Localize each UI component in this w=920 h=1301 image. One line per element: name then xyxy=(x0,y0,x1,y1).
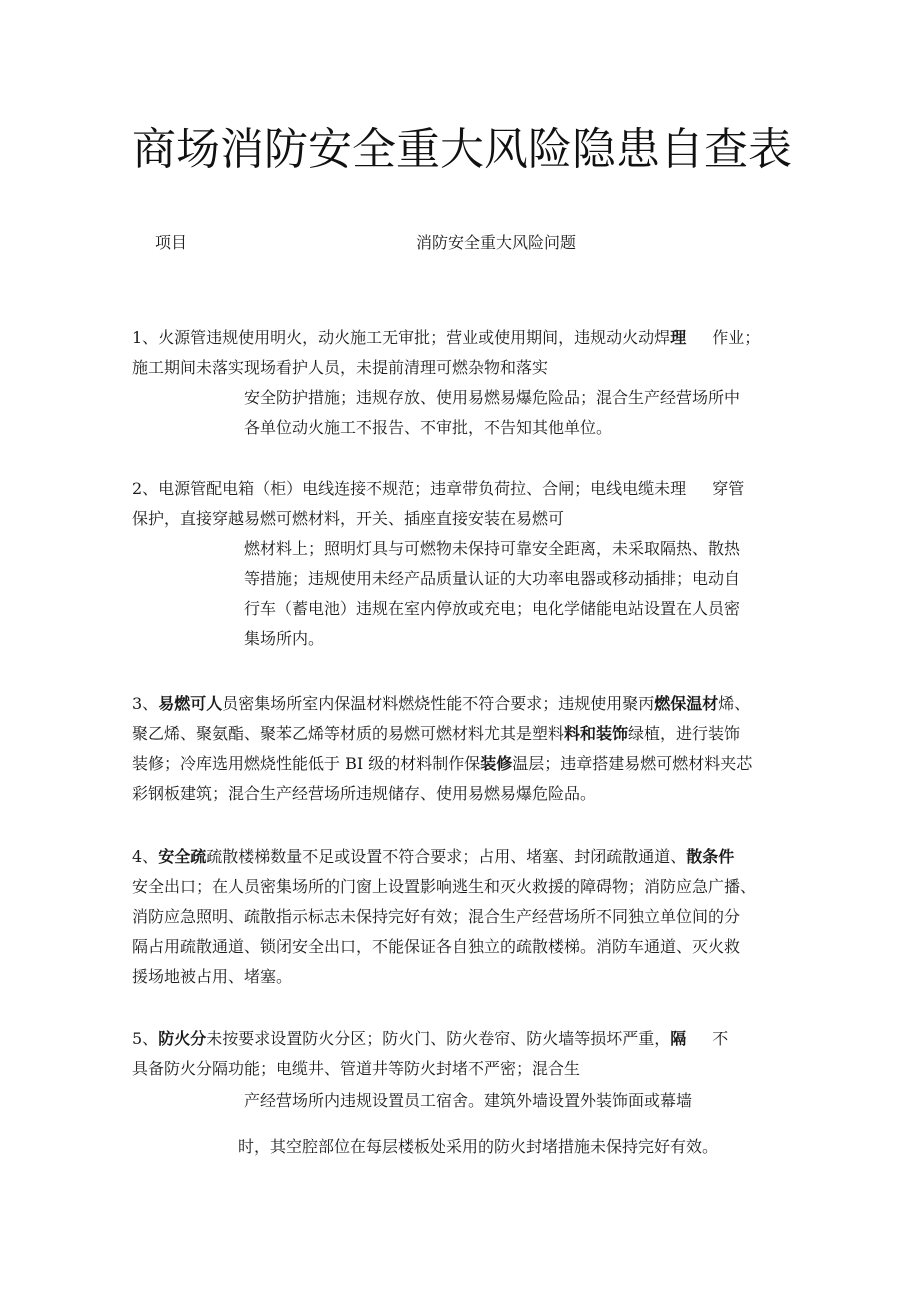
bold-run: 散条件 xyxy=(686,847,735,866)
text-run: 穿管 xyxy=(712,479,745,498)
text-line xyxy=(132,689,792,719)
text-run: 不 xyxy=(712,1029,729,1048)
text-run: 未按要求设置防火分区；防火门、防火卷帘、防火墙等损坏严重， xyxy=(206,1029,671,1048)
text-run: 烯、 xyxy=(718,694,751,713)
text-line: 保护，直接穿越易燃可燃材料，开关、插座直接安装在易燃可 xyxy=(132,509,565,528)
text-line xyxy=(132,842,792,872)
text-line xyxy=(132,323,792,353)
text-line: 施工期间未落实现场看护人员，未提前清理可燃杂物和落实 xyxy=(132,358,549,377)
risk-item-evacuation xyxy=(132,842,792,992)
text-line: 隔占用疏散通道、锁闭安全出口，不能保证各自独立的疏散楼梯。消防车通道、灭火救 xyxy=(132,937,741,956)
text-run: 3、 xyxy=(132,694,159,713)
text-line: 燃材料上；照明灯具与可燃物未保持可靠安全距离，未采取隔热、散热 xyxy=(244,539,741,558)
column-header-item: 项目 xyxy=(155,233,188,252)
text-line: 消防应急照明、疏散指示标志未保持完好有效；混合生产经营场所不同独立单位间的分 xyxy=(132,907,741,926)
page-title: 商场消防安全重大风险隐患自查表 xyxy=(132,124,792,175)
text-run: 疏散楼梯数量不足或设置不符合要求；占用、堵塞、封闭疏散通道、 xyxy=(206,847,687,866)
risk-item-flammable-materials xyxy=(132,689,792,809)
text-run: 聚乙烯、聚氨酯、聚苯乙烯等材质的易燃可燃材料尤其是塑料 xyxy=(132,724,565,743)
text-line: 援场地被占用、堵塞。 xyxy=(132,967,293,986)
text-line xyxy=(132,749,792,779)
bold-run: 理 xyxy=(670,328,687,347)
text-run: 员密集场所室内保温材料燃烧性能不符合要求；违规使用聚丙 xyxy=(222,694,655,713)
text-line: 具备防火分隔功能；电缆井、管道井等防火封堵不严密；混合生 xyxy=(132,1059,581,1078)
text-line: 彩钢板建筑；混合生产经营场所违规储存、使用易燃易爆危险品。 xyxy=(132,784,597,803)
text-line: 行车（蓄电池）违规在室内停放或充电；电化学储能电站设置在人员密 xyxy=(244,599,741,618)
text-run: 作业； xyxy=(712,328,761,347)
text-line xyxy=(132,1024,792,1054)
text-line xyxy=(132,474,792,504)
bold-run: 装修 xyxy=(480,754,513,773)
bold-run: 防火分 xyxy=(158,1029,207,1048)
text-line: 时，其空腔部位在每层楼板处采用的防火封堵措施未保持完好有效。 xyxy=(238,1137,719,1156)
text-line: 等措施；违规使用未经产品质量认证的大功率电器或移动插排；电动自 xyxy=(244,569,741,588)
bold-run: 易燃可人 xyxy=(158,694,223,713)
text-run: 装修；冷库选用燃烧性能低于 BI 级的材料制作保 xyxy=(132,754,481,773)
text-line: 各单位动火施工不报告、不审批，不告知其他单位。 xyxy=(244,418,613,437)
bold-run: 燃保温材 xyxy=(654,694,719,713)
text-run: 1、火源管违规使用明火，动火施工无审批；营业或使用期间，违规动火动焊 xyxy=(132,328,671,347)
risk-item-power-source xyxy=(132,474,792,654)
text-run: 温层；违章搭建易燃可燃材料夹芯 xyxy=(512,754,753,773)
text-run: 绿植，进行装饰 xyxy=(628,724,741,743)
text-line: 集场所内。 xyxy=(244,629,325,648)
text-line: 产经营场所内违规设置员工宿舍。建筑外墙设置外装饰面或幕墙 xyxy=(244,1091,693,1110)
bold-run: 隔 xyxy=(670,1029,687,1048)
text-run: 2、电源管配电箱（柜）电线连接不规范；违章带负荷拉、合闸；电线电缆未理 xyxy=(132,479,687,498)
risk-item-fire-source xyxy=(132,323,792,443)
risk-item-fire-compartment xyxy=(132,1024,792,1162)
column-header-problem: 消防安全重大风险问题 xyxy=(416,233,577,252)
text-line: 安全出口；在人员密集场所的门窗上设置影响逃生和灭火救援的障碍物；消防应急广播、 xyxy=(132,877,757,896)
bold-run: 安全疏 xyxy=(158,847,207,866)
text-run: 5、 xyxy=(132,1029,159,1048)
text-line: 安全防护措施；违规存放、使用易燃易爆危险品；混合生产经营场所中 xyxy=(244,388,741,407)
text-run: 4、 xyxy=(132,847,159,866)
text-line xyxy=(132,719,792,749)
bold-run: 料和装饰 xyxy=(564,724,629,743)
